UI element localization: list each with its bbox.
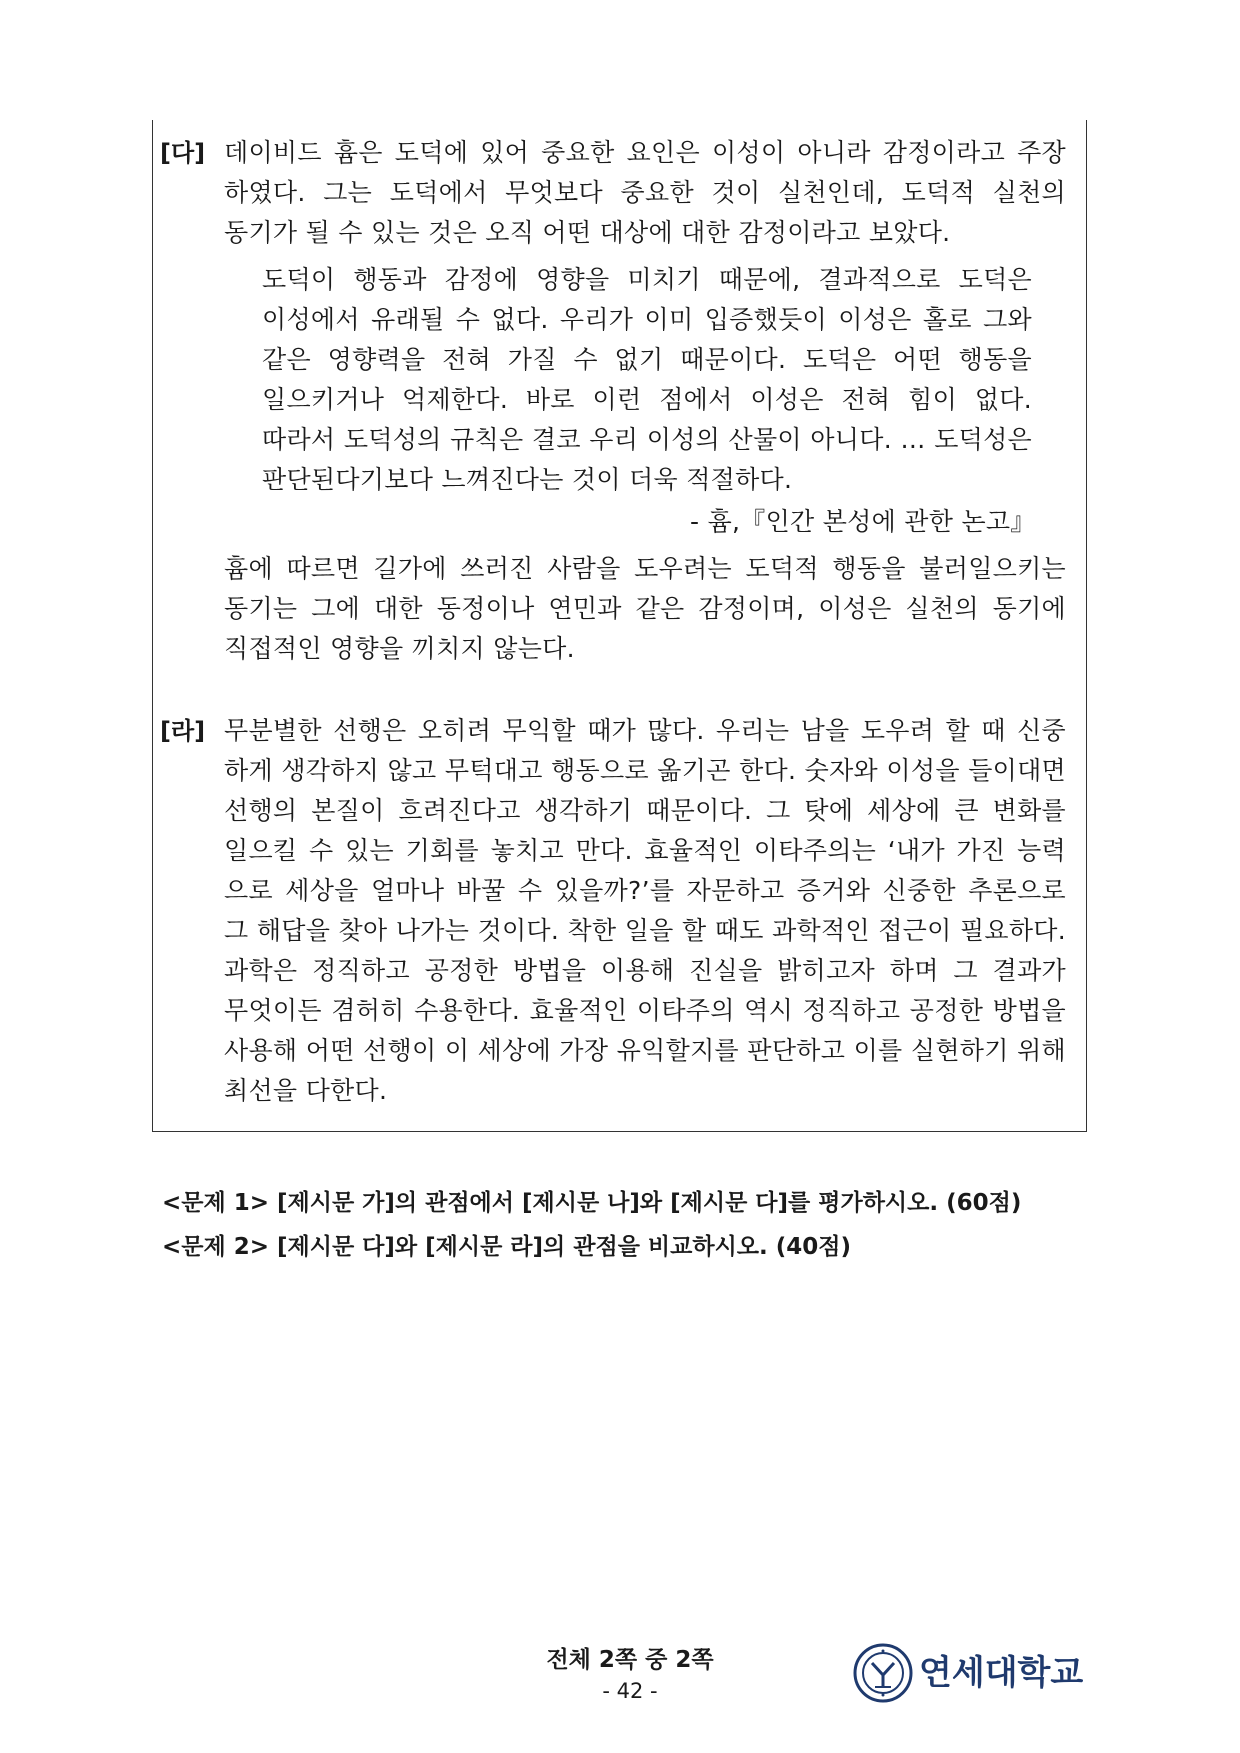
da-intro-line: 동기가 될 수 있는 것은 오직 어떤 대상에 대한 감정이라고 보았다. [224, 218, 951, 247]
ra-line: 으로 세상을 얼마나 바꿀 수 있을까?’를 자문하고 증거와 신중한 추론으로 [224, 876, 1066, 905]
ra-line: 그 해답을 찾아 나가는 것이다. 착한 일을 할 때도 과학적인 접근이 필요하다. [224, 916, 1066, 945]
question-2: <문제 2> [제시문 다]와 [제시문 라]의 관점을 비교하시오. (40점) [162, 1234, 851, 1260]
question-1: <문제 1> [제시문 가]의 관점에서 [제시문 나]와 [제시문 다]를 평가하시오. (60점) [162, 1190, 1022, 1216]
da-intro-line: 데이비드 흄은 도덕에 있어 중요한 요인은 이성이 아니라 감정이라고 주장 [224, 138, 1066, 167]
page-total: 전체 2쪽 중 2쪽 [546, 1647, 714, 1673]
da-quote-line: 일으키거나 억제한다. 바로 이런 점에서 이성은 전혀 힘이 없다. [262, 385, 1032, 414]
ra-line: 일으킬 수 있는 기회를 놓치고 만다. 효율적인 이타주의는 ‘내가 가진 능력 [224, 836, 1066, 865]
ra-line: 과학은 정직하고 공정한 방법을 이용해 진실을 밝히고자 하며 그 결과가 [224, 956, 1066, 985]
ra-line: 무분별한 선행은 오히려 무익할 때가 많다. 우리는 남을 도우려 할 때 신중 [224, 716, 1066, 745]
da-intro-line: 하였다. 그는 도덕에서 무엇보다 중요한 것이 실천인데, 도덕적 실천의 [224, 178, 1066, 207]
ra-line: 최선을 다한다. [224, 1076, 388, 1105]
ra-line: 사용해 어떤 선행이 이 세상에 가장 유익할지를 판단하고 이를 실현하기 위해 [224, 1036, 1066, 1065]
section-label-da: [다] [160, 139, 206, 167]
da-after-line: 흄에 따르면 길가에 쓰러진 사람을 도우려는 도덕적 행동을 불러일으키는 [224, 554, 1066, 583]
da-quote-line: 이성에서 유래될 수 없다. 우리가 이미 입증했듯이 이성은 홀로 그와 [262, 305, 1032, 334]
university-name: 연세대학교 [919, 1653, 1084, 1693]
ra-line: 무엇이든 겸허히 수용한다. 효율적인 이타주의 역시 정직하고 공정한 방법을 [224, 996, 1066, 1025]
page-number: - 42 - [602, 1679, 658, 1703]
da-quote-line: 따라서 도덕성의 규칙은 결코 우리 이성의 산물이 아니다. … 도덕성은 [262, 425, 1032, 454]
university-logo [853, 1643, 1093, 1703]
section-label-ra: [라] [160, 717, 206, 745]
university-seal-icon [853, 1643, 913, 1703]
da-after-line: 직접적인 영향을 끼치지 않는다. [224, 634, 575, 663]
da-quote-line: 판단된다기보다 느껴진다는 것이 더욱 적절하다. [262, 465, 793, 494]
da-citation: - 흄,『인간 본성에 관한 논고』 [690, 507, 1036, 536]
da-after-line: 동기는 그에 대한 동정이나 연민과 같은 감정이며, 이성은 실천의 동기에 [224, 594, 1066, 623]
ra-line: 선행의 본질이 흐려진다고 생각하기 때문이다. 그 탓에 세상에 큰 변화를 [224, 796, 1066, 825]
da-quote-line: 같은 영향력을 전혀 가질 수 없기 때문이다. 도덕은 어떤 행동을 [262, 345, 1032, 374]
da-quote-line: 도덕이 행동과 감정에 영향을 미치기 때문에, 결과적으로 도덕은 [262, 265, 1032, 294]
ra-line: 하게 생각하지 않고 무턱대고 행동으로 옮기곤 한다. 숫자와 이성을 들이대면 [224, 756, 1066, 785]
